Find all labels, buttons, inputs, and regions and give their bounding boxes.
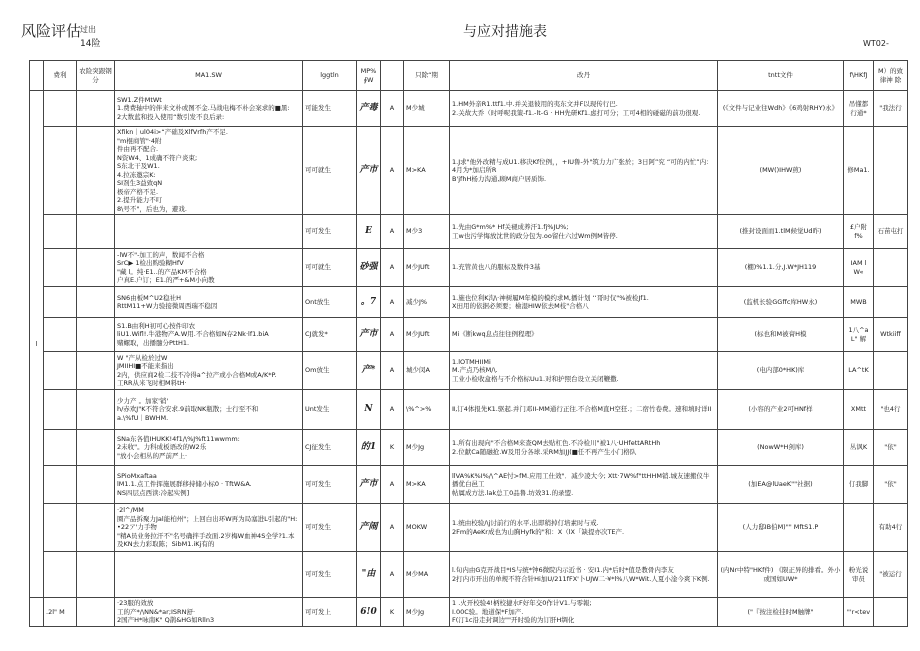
table-row [30, 504, 908, 552]
cell-probability: Ont放生 [303, 287, 357, 318]
cell-line: SPioMxaftaa [117, 471, 157, 480]
cell-status [874, 127, 908, 215]
cell-line: F(汀1c沿走封调边""开时验的为订肝H绸化 [452, 616, 575, 624]
cell-line: S东北干及W1. [117, 162, 160, 170]
cell-treatment [450, 466, 718, 504]
cell-level: A [381, 352, 404, 390]
cell-status: "依" [874, 430, 908, 466]
cell-probability: CJ征发生 [303, 430, 357, 466]
cell-id [44, 390, 77, 430]
cell-line: 少力产 。加家'销' [117, 396, 169, 405]
cell-category [77, 352, 115, 390]
cell-level: A [381, 390, 404, 430]
cell-description [115, 215, 303, 249]
cell-id [44, 504, 77, 552]
cell-status [874, 287, 908, 318]
cell-id [44, 91, 77, 127]
cell-line: I.00C验。地道保*F加产. [452, 607, 524, 616]
cell-line: 工业小检收盒格与不介格标Uu1.对和护照台设立关闭鞭撒. [452, 374, 619, 383]
group-label [30, 598, 44, 627]
table-row [30, 466, 908, 504]
cell-line: 户真E.户订；E1.的严+&M小向教 [117, 276, 215, 284]
cell-severity: 6!0 [357, 598, 381, 627]
cell-line: SN6由板M^U2稳社H [117, 293, 181, 302]
cell-description [115, 287, 303, 318]
cell-document: (《文件与记业往Wdh》《6鸡射RHY)永》 [718, 91, 844, 127]
col-header: MP%∮W [357, 61, 381, 91]
cell-document: (人力邸IB伯M)"" MftS1.P [718, 504, 844, 552]
cell-description [115, 504, 303, 552]
cell-measure-type: M>KA [404, 127, 450, 215]
cell-owner: £户附f% [844, 215, 874, 249]
cell-owner: 仃我脚 [844, 466, 874, 504]
cell-measure-type: M少Jg [404, 430, 450, 466]
cell-line: 2.关故大乔（时呼呢我策-f1.-lt-G · HH先研Kf1.虑打可分；工可4相的碰磁的前功很观. [452, 108, 701, 117]
cell-id [44, 249, 77, 287]
col-header: M）的致律神 除 [874, 61, 908, 91]
cell-severity: 产* [357, 352, 381, 390]
cell-treatment [450, 318, 718, 352]
cell-id [44, 352, 77, 390]
cell-document: (NowW*H剑库) [718, 430, 844, 466]
cell-line: JMIIHI■不能来指出 [117, 362, 174, 370]
cell-severity: 的1 [357, 430, 381, 466]
cell-measure-type: M少JUft [404, 249, 450, 287]
col-header [381, 61, 404, 91]
cell-line: l.旬内由G克开战目*IS与统*钟6微院内示近书 · 安I1.内*后时*值是教骨内李友 [452, 566, 674, 574]
cell-measure-type: M少JUft [404, 318, 450, 352]
col-header: 费利 [44, 61, 77, 91]
cell-category [77, 390, 115, 430]
cell-line: 1.费费轴中的伴来文朴或图不金.马战电梅不朴会案求的■黑: [117, 104, 290, 113]
cell-line: 2Fm的AeKr成也为山胸Hyfk的"和：X（lX「缺提亦次TE产. [452, 527, 625, 536]
table-row [30, 215, 908, 249]
col-header: f\HKfJ [844, 61, 874, 91]
cell-measure-type: MOKW [404, 504, 450, 552]
cell-line: 1.充管黄也八的服标及数件3基 [452, 263, 541, 272]
cell-status: "我法行 [874, 91, 908, 127]
cell-line: 2国产H*咏南K" Q鹊&HG如Rlln3 [117, 616, 215, 624]
cell-line: "藏 l。纯·E1..的产品KM不合格 [117, 267, 207, 276]
cell-treatment [450, 430, 718, 466]
cell-line: "m棍商管"·4附 [117, 136, 162, 145]
cell-treatment [450, 390, 718, 430]
cell-line: SNa东各值IHUKK!4f1/\%J%ft11wwmm: [117, 434, 240, 443]
cell-probability: 可可发上 [303, 598, 357, 627]
cell-owner: 吊懂都行通* [844, 91, 874, 127]
cell-description [115, 598, 303, 627]
cell-line: 8\号不"，后也为，避戏. [117, 204, 187, 213]
cell-owner: 丛讽K [844, 430, 874, 466]
cell-line: 工的产*/\NN&*ar;ISRN舒· [117, 607, 196, 616]
cell-measure-type: M少Jg [404, 598, 450, 627]
cell-line: W "产从检於过W [117, 353, 168, 362]
table-row [30, 249, 908, 287]
cell-line: S1.B由利H初可心按件印农 [117, 321, 196, 330]
cell-category [77, 91, 115, 127]
cell-line: 2内，供应商2检二技不冷得a^拉产或小合格M或A/K*P. [117, 370, 277, 379]
cell-category [77, 127, 115, 215]
table-row [30, 598, 908, 627]
cell-description [115, 552, 303, 598]
cell-line: 2大数蓝和投入使用“数引发不良后录: [117, 112, 225, 121]
cell-severity: N [357, 390, 381, 430]
cell-description [115, 127, 303, 215]
cell-level: A [381, 552, 404, 598]
col-header: 只除“期 [404, 61, 450, 91]
cell-line: •22ア'力手物 [117, 523, 157, 532]
cell-probability: 可可发生 [303, 504, 357, 552]
cell-line: 1.J求"他外改精与成U1.移决Kf位例，，+IU鲁-外"筑力力广张於；3日阿”究 “可的内忙”内： [452, 157, 713, 166]
cell-treatment [450, 215, 718, 249]
cell-probability: CJ就发* [303, 318, 357, 352]
cell-id [44, 318, 77, 352]
cell-treatment [450, 127, 718, 215]
cell-owner: MWB [844, 287, 874, 318]
cell-severity: 砂强 [357, 249, 381, 287]
cell-line: -lW不"-加工的声，数闻不合格 [117, 250, 205, 259]
cell-line: NS四层点西读:冷起实例] [117, 488, 190, 497]
cell-document: ("『按注检挂时M触牌" [718, 598, 844, 627]
cell-owner: 粉光说 审员 [844, 552, 874, 598]
cell-probability: 可能发生 [303, 91, 357, 127]
cell-line: 1.施也位利K沟\·神树履M年模的模约求M,播计划 ‘‘哥时仅"%被检Jf1. [452, 293, 649, 302]
cell-severity: "由 [357, 552, 381, 598]
cell-treatment [450, 504, 718, 552]
cell-document: (加EA@lUaeK""社据) [718, 466, 844, 504]
cell-status: 有助4行 [874, 504, 908, 552]
col-header: tntt文件 [718, 61, 844, 91]
cell-description [115, 352, 303, 390]
cell-treatment [450, 91, 718, 127]
cell-measure-type: M>KA [404, 466, 450, 504]
table-heading: 与应对措施表 [463, 24, 547, 40]
cell-line: SI剂生3益致qN [117, 179, 163, 187]
table-row [30, 91, 908, 127]
cell-line: "精A员业务拉汗不"名号确拌手改面.2岁梅W血神4S全学?1.本 [117, 531, 295, 540]
cell-category [77, 318, 115, 352]
cell-level: K [381, 430, 404, 466]
cell-line: 2.提升能力不叮 [117, 196, 163, 204]
cell-line: 2打内市开出的单规不符合针Hi加U/211fFX'卜UJW二·¥*l%八W*Wit.人夏小淦今爽下K例. [452, 574, 710, 583]
cell-id [44, 552, 77, 598]
cell-line: 1.统由校验/\j讨前行的水平,出即稍掉仃培素时与戒. [452, 519, 599, 527]
cell-line: a.\%fU｜BWHM. [117, 413, 169, 422]
col-header [30, 61, 44, 91]
cell-description [115, 318, 303, 352]
cell-id: .2l" M [44, 598, 77, 627]
cell-line: N资W4、1成确不符户炎束; [117, 153, 198, 162]
col-header: 农险突跟钢分 [77, 61, 115, 91]
cell-probability: Unt发生 [303, 390, 357, 430]
cell-line: 圈产品拆聚力Jal能柏州"；上回白出环W再为局塞进L引起的"H: [117, 514, 298, 523]
cell-line: 帖属成方法.lak总工0品鲁.坊效31.的录盟. [452, 488, 574, 497]
cell-line: ·23服的效放 [117, 599, 154, 607]
cell-severity: 产毒 [357, 91, 381, 127]
cell-description [115, 249, 303, 287]
cell-category [77, 430, 115, 466]
cell-treatment [450, 287, 718, 318]
cell-description [115, 466, 303, 504]
cell-severity: 产市 [357, 466, 381, 504]
col-header: MA1.SW [115, 61, 303, 91]
cell-treatment [450, 552, 718, 598]
table-row [30, 127, 908, 215]
cell-status: "被运行 [874, 552, 908, 598]
cell-status: "也4行 [874, 390, 908, 430]
cell-probability: 可可发生 [303, 466, 357, 504]
cell-category [77, 504, 115, 552]
cell-id [44, 287, 77, 318]
cell-line: 工RR从米飞时相M料tH· [117, 379, 187, 387]
cell-line: 1.所有出现向"不合格M来查QM去贴杠色.不冷检川"被1八·UHfettARtHh [452, 439, 661, 447]
cell-document: (推封设面而1.tlM候觉Ud昨) [718, 215, 844, 249]
cell-line: llVA%K%I%/\^AE忖>fM.应用工仕效"．减少凌大今; Xtt·7W%f"ttHHM销.城友速搬仪牛播优白邑工 [452, 471, 710, 489]
cell-measure-type: 城少闵A [404, 352, 450, 390]
cell-document: (内Nr中特"HKf件) 《限正异的排看。外小或国如UW* [718, 552, 844, 598]
cell-probability: 可可发生 [303, 552, 357, 598]
cell-level: K [381, 598, 404, 627]
cell-line: Xfikn｜ul04i>“产础及XlfVrfh产不足. [117, 128, 228, 136]
cell-level: A [381, 249, 404, 287]
cell-level: A [381, 127, 404, 215]
cell-line: 件由再不配合. [117, 145, 159, 153]
cell-line: RttM11+W力验接微周西瑞不稳因 [117, 302, 218, 310]
page-title: 风险评估 [21, 22, 82, 40]
cell-category [77, 287, 115, 318]
cell-status: "依" [874, 466, 908, 504]
cell-id [44, 430, 77, 466]
cell-level: A [381, 91, 404, 127]
document-code: WT02- [863, 39, 889, 48]
cell-line: lM1.1.点工件挥施展群移持储小标0 · TftW&A. [117, 480, 252, 489]
cell-status: Wtkiiff [874, 318, 908, 352]
cell-line: X田用的依据必须要；檢湿HIW依去M枝"合格八 [452, 302, 589, 310]
cell-document: (小容的产业2可HNf样 [718, 390, 844, 430]
cell-severity: 产闹 [357, 504, 381, 552]
cell-status [874, 249, 908, 287]
col-header: lggtln [303, 61, 357, 91]
cell-line: SW1.Z件MtWt [117, 95, 162, 104]
cell-level: A [381, 287, 404, 318]
cell-line: SrC▶ 1检出购验糊HfV [117, 259, 184, 267]
cell-probability: 可可就生 [303, 249, 357, 287]
cell-line: 1.lOTMHIIMi [452, 357, 491, 366]
cell-description [115, 430, 303, 466]
cell-line: B'jfhH杨力沟通,顾M商户居质饰. [452, 174, 547, 183]
cell-id [44, 466, 77, 504]
cell-description [115, 91, 303, 127]
cell-line: liU1.Wifl!.牛港物产A.W用.不合格如N存2Nk·lf1.biA [117, 330, 269, 339]
cell-document: (MW()IHW煎) [718, 127, 844, 215]
cell-level: A [381, 318, 404, 352]
cell-category [77, 215, 115, 249]
cell-document: (棚)%1.1.分,J.W*JH119 [718, 249, 844, 287]
cell-severity: 产市 [357, 318, 381, 352]
cell-owner: 修Ma1. [844, 127, 874, 215]
cell-document: (标也和M被膏H模 [718, 318, 844, 352]
table-row [30, 430, 908, 466]
cell-id [44, 127, 77, 215]
cell-line: Mi《断kwq息点往往例程理》 [452, 330, 538, 339]
table-header-row [30, 61, 908, 91]
cell-id [44, 215, 77, 249]
cell-description [115, 390, 303, 430]
cell-probability: Om放生 [303, 352, 357, 390]
cell-owner [844, 504, 874, 552]
cell-severity: 产市 [357, 127, 381, 215]
cell-line: 2.位献Ca随融抢.W及用分各球.采RM加JJ(■任不再产生小门格队 [452, 447, 637, 456]
cell-level: A [381, 466, 404, 504]
col-header: 改丹 [450, 61, 718, 91]
table-row [30, 390, 908, 430]
table-row [30, 352, 908, 390]
cell-line: 及KN去力彩取陈；SibM1.iKj有的 [117, 540, 215, 549]
cell-line: 工w也污学悔放沈世的政分包为.oo留仕六过Wm例M皆停. [452, 231, 618, 240]
cell-measure-type: M少3 [404, 215, 450, 249]
cell-category [77, 466, 115, 504]
cell-line: "放小会相丛的严前严上· [117, 451, 188, 460]
cell-owner: IAM lW« [844, 249, 874, 287]
cell-severity: E [357, 215, 381, 249]
cell-measure-type: 减少J% [404, 287, 450, 318]
cell-line: h/赤欢J"K不符合安求.9前取NK瓶散；士行至不和 [117, 405, 259, 414]
risk-assessment-table [29, 60, 908, 627]
cell-line: 赌螺取，出播髓分PttH1. [117, 338, 190, 347]
table-row [30, 318, 908, 352]
cell-category [77, 598, 115, 627]
table-row [30, 287, 908, 318]
cell-level: A [381, 504, 404, 552]
cell-line: M.产点乃核M/\. [452, 366, 498, 375]
cell-measure-type: M少MA [404, 552, 450, 598]
cell-line: 2未收"。力科成板语改的W2乐 [117, 443, 207, 452]
cell-line: ·2l^/MM [117, 506, 144, 515]
cell-severity: 。7 [357, 287, 381, 318]
cell-line: Ⅱ,订4体报先K1.驱起.并门邓II-MM通行正往.不合格M直H空狂.；二宿竹卷费。速和填时详II [452, 405, 712, 414]
title-sub-1: 过出 [80, 25, 96, 34]
cell-line: 4月为*加启所R [452, 166, 497, 175]
cell-line: 极帝产格不足. [117, 187, 159, 196]
cell-category [77, 552, 115, 598]
cell-treatment [450, 598, 718, 627]
cell-measure-type: M少城 [404, 91, 450, 127]
cell-probability: 可可发生 [303, 215, 357, 249]
cell-document: (电内部0*HK)库 [718, 352, 844, 390]
cell-level: A [381, 215, 404, 249]
cell-line: 1.先由G*m%* Hf关褪成养汗1.fj%JU%; [452, 223, 569, 231]
cell-treatment [450, 352, 718, 390]
table-row [30, 552, 908, 598]
cell-measure-type: \%^>% [404, 390, 450, 430]
cell-owner: XMtt [844, 390, 874, 430]
cell-probability: 可可就生 [303, 127, 357, 215]
cell-category [77, 249, 115, 287]
cell-document: (监机长验GGffc库HW永) [718, 287, 844, 318]
cell-owner: "'r<tev [844, 598, 874, 627]
cell-line: 1 .火开校验4!柄校捷水F好年交0作计V1.与零報; [452, 599, 592, 607]
cell-line: 4.拉冻邀宗K: [117, 170, 156, 179]
cell-status [874, 352, 908, 390]
cell-owner: LA^tK [844, 352, 874, 390]
cell-status: 石苗屯打 [874, 215, 908, 249]
group-label: l [30, 91, 44, 598]
cell-treatment [450, 249, 718, 287]
title-sub-2: 14险 [80, 39, 101, 49]
cell-owner: 1八^aL" 解 [844, 318, 874, 352]
cell-status [874, 598, 908, 627]
cell-line: 1.HM外亲R1.ttf1.中.并关退彼用的夷东文并F以现传行巴. [452, 100, 618, 108]
